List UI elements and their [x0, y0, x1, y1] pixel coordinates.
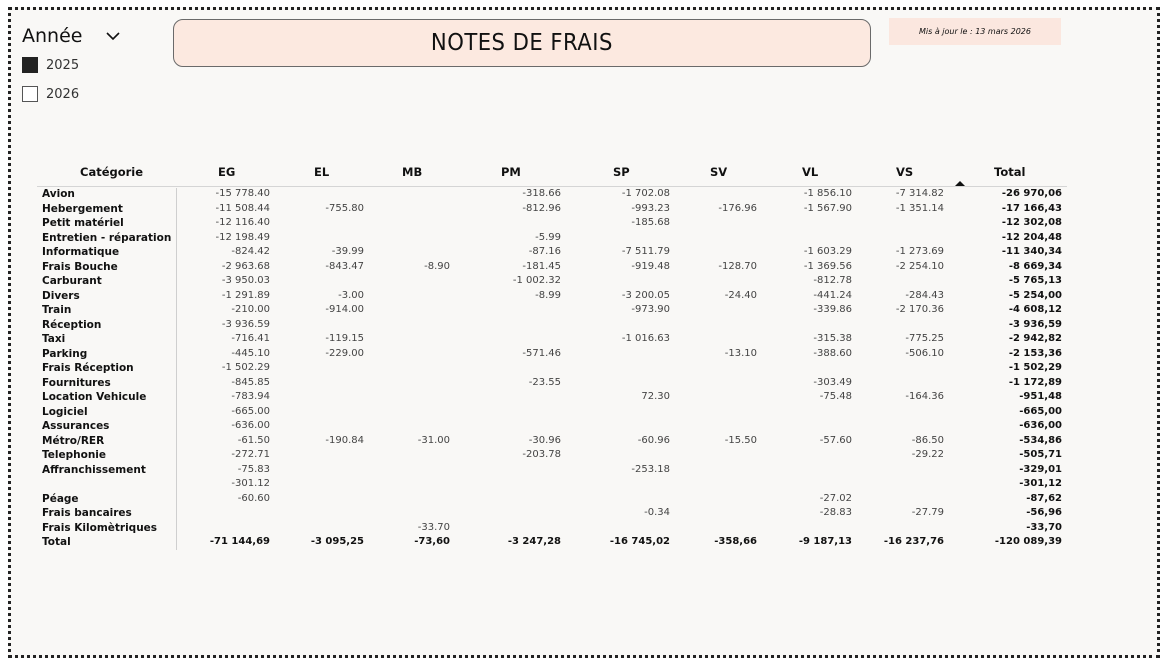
value-cell: -824.42 — [231, 246, 270, 257]
value-cell: -87.16 — [528, 246, 561, 257]
column-header-vs[interactable]: VS — [896, 165, 914, 179]
total-row[interactable] — [37, 535, 1067, 550]
row-category: Avion — [42, 188, 75, 200]
row-category: Telephonie — [42, 449, 107, 461]
value-cell: -75.83 — [237, 463, 270, 475]
value-cell: -176.96 — [718, 202, 757, 214]
row-total-cell: -17 166,43 — [1001, 202, 1062, 214]
row-total-cell: -329,01 — [1019, 463, 1062, 475]
value-cell: -1 502.29 — [221, 362, 270, 373]
row-category: Divers — [42, 289, 80, 302]
row-category: Entretien - réparation — [42, 231, 172, 244]
column-header-mb[interactable]: MB — [402, 165, 423, 179]
value-cell: -1 856.10 — [803, 188, 852, 199]
value-cell: -229.00 — [325, 347, 364, 359]
value-cell: -1 567.90 — [803, 202, 852, 214]
table-row[interactable] — [37, 448, 1067, 463]
value-cell: -303.49 — [813, 376, 852, 388]
row-total-cell: -1 502,29 — [1008, 362, 1062, 373]
value-cell: -23.55 — [528, 376, 561, 388]
value-cell: -203.78 — [522, 449, 561, 460]
value-cell: -973.90 — [631, 304, 670, 315]
value-cell: -190.84 — [325, 434, 364, 446]
row-category: Total — [42, 536, 71, 548]
row-category: Frais bancaires — [42, 507, 132, 519]
title-banner — [173, 19, 871, 67]
value-cell: -272.71 — [231, 449, 270, 460]
year-slicer[interactable] — [22, 24, 142, 103]
row-category: Logiciel — [42, 405, 88, 418]
row-category: Réception — [42, 318, 102, 331]
row-total-cell: -87,62 — [1026, 492, 1062, 504]
row-total-cell: -665,00 — [1019, 405, 1062, 417]
value-cell: -61.50 — [237, 434, 270, 446]
row-category: Taxi — [42, 333, 66, 345]
value-cell: -27.02 — [819, 492, 852, 504]
value-cell: -128.70 — [718, 260, 757, 272]
row-total-cell: -505,71 — [1019, 449, 1062, 460]
value-cell: -571.46 — [522, 347, 561, 359]
row-total-cell: -12 302,08 — [1001, 217, 1062, 228]
value-cell: -0.34 — [644, 507, 670, 518]
table-row[interactable] — [37, 434, 1067, 449]
update-note: Mis à jour le : 13 mars 2026 — [918, 27, 1031, 36]
value-cell: -60.60 — [237, 492, 270, 504]
value-cell: -86.50 — [911, 434, 944, 446]
table-row[interactable] — [37, 303, 1067, 318]
value-cell: -16 745,02 — [609, 536, 670, 547]
table-row[interactable] — [37, 202, 1067, 217]
table-row[interactable] — [37, 216, 1067, 231]
value-cell: -12 198.49 — [215, 231, 270, 243]
row-category: Hebergement — [42, 202, 123, 215]
value-cell: -1 273.69 — [895, 246, 944, 257]
row-total-cell: -1 172,89 — [1008, 376, 1062, 388]
value-cell: -185.68 — [631, 217, 670, 228]
value-cell: -2 254.10 — [895, 260, 944, 272]
value-cell: -7 314.82 — [895, 188, 944, 199]
table-row[interactable] — [37, 187, 1067, 202]
value-cell: -13.10 — [724, 347, 757, 359]
value-cell: -665.00 — [231, 405, 270, 417]
row-total-cell: -120 089,39 — [994, 536, 1062, 547]
value-cell: -27.79 — [911, 507, 944, 518]
row-category: Train — [42, 304, 72, 316]
value-cell: -15.50 — [724, 434, 757, 446]
slicer-item-2025[interactable] — [22, 56, 142, 74]
checkbox-2025[interactable] — [22, 57, 38, 73]
value-cell: -445.10 — [231, 347, 270, 359]
value-cell: -73,60 — [414, 536, 450, 547]
value-cell: -3 936.59 — [221, 318, 270, 330]
value-cell: -33.70 — [417, 521, 450, 533]
value-cell: -919.48 — [631, 260, 670, 272]
value-cell: -845.85 — [231, 376, 270, 388]
table-header — [37, 165, 1067, 187]
table-row[interactable] — [37, 521, 1067, 536]
slicer-title: Année — [22, 25, 83, 47]
value-cell: -2 963.68 — [221, 260, 270, 272]
table-row[interactable] — [37, 492, 1067, 507]
page-title: NOTES DE FRAIS — [431, 30, 613, 56]
value-cell: -506.10 — [905, 347, 944, 359]
value-cell: -8.99 — [535, 289, 561, 301]
column-header-el[interactable]: EL — [314, 165, 330, 179]
column-header-total[interactable]: Total — [994, 165, 1026, 179]
row-category: Parking — [42, 347, 88, 360]
checkbox-2026[interactable] — [22, 86, 38, 102]
value-cell: -1 351.14 — [895, 202, 944, 214]
value-cell: -993.23 — [631, 202, 670, 214]
slicer-item-2026[interactable] — [22, 85, 142, 103]
value-cell: -39.99 — [331, 246, 364, 257]
value-cell: -1 016.63 — [621, 333, 670, 344]
value-cell: -2 170.36 — [895, 304, 944, 315]
table-row[interactable] — [37, 318, 1067, 333]
value-cell: -755.80 — [325, 202, 364, 214]
table-row[interactable] — [37, 477, 1067, 492]
row-total-cell: -33,70 — [1026, 521, 1062, 533]
row-total-cell: -56,96 — [1026, 507, 1062, 518]
chevron-down-icon[interactable] — [104, 27, 122, 45]
row-total-cell: -26 970,06 — [1001, 188, 1062, 199]
row-category: Carburant — [42, 275, 102, 287]
value-cell: -119.15 — [325, 333, 364, 344]
column-header-sp[interactable]: SP — [613, 165, 630, 179]
value-cell: -1 002.32 — [512, 275, 561, 286]
row-total-cell: -11 340,34 — [1001, 246, 1062, 257]
value-cell: -843.47 — [325, 260, 364, 272]
value-cell: -812.96 — [522, 202, 561, 214]
table-row[interactable] — [37, 390, 1067, 405]
row-category: Péage — [42, 492, 79, 505]
value-cell: -716.41 — [231, 333, 270, 344]
slicer-header[interactable] — [22, 24, 142, 48]
table-row[interactable] — [37, 274, 1067, 289]
value-cell: -315.38 — [813, 333, 852, 344]
value-cell: -358,66 — [714, 536, 757, 547]
value-cell: -8.90 — [424, 260, 450, 272]
row-category: Location Vehicule — [42, 391, 147, 403]
value-cell: -1 603.29 — [803, 246, 852, 257]
row-total-cell: -5 254,00 — [1008, 289, 1062, 301]
value-cell: -60.96 — [637, 434, 670, 446]
table-row[interactable] — [37, 361, 1067, 376]
value-cell: -5.99 — [535, 231, 561, 243]
value-cell: -16 237,76 — [883, 536, 944, 547]
value-cell: -12 116.40 — [215, 217, 270, 228]
value-cell: -7 511.79 — [621, 246, 670, 257]
table-body — [37, 187, 1067, 550]
row-category: Fournitures — [42, 376, 111, 389]
value-cell: -441.24 — [813, 289, 852, 301]
row-category: Affranchissement — [42, 463, 146, 476]
value-cell: -9 187,13 — [798, 536, 852, 547]
value-cell: -3 200.05 — [621, 289, 670, 301]
row-category: Frais Kilomètriques — [42, 521, 158, 534]
value-cell: -28.83 — [819, 507, 852, 518]
value-cell: -783.94 — [231, 391, 270, 402]
value-cell: -253.18 — [631, 463, 670, 475]
column-header-pm[interactable]: PM — [501, 165, 521, 179]
value-cell: -57.60 — [819, 434, 852, 446]
value-cell: -812.78 — [813, 275, 852, 286]
row-total-cell: -2 942,82 — [1008, 333, 1062, 344]
value-cell: -71 144,69 — [209, 536, 270, 547]
row-total-cell: -3 936,59 — [1008, 318, 1062, 330]
value-cell: -3.00 — [338, 289, 364, 301]
row-total-cell: -951,48 — [1019, 391, 1062, 402]
row-total-cell: -5 765,13 — [1008, 275, 1062, 286]
row-category: Métro/RER — [42, 434, 105, 447]
table-row[interactable] — [37, 506, 1067, 521]
row-category: Frais Bouche — [42, 260, 118, 273]
row-total-cell: -636,00 — [1019, 420, 1062, 431]
row-category: Informatique — [42, 246, 120, 258]
table-row[interactable] — [37, 332, 1067, 347]
value-cell: -775.25 — [905, 333, 944, 344]
value-cell: -3 095,25 — [310, 536, 364, 547]
row-total-cell: -8 669,34 — [1008, 260, 1062, 272]
value-cell: -164.36 — [905, 391, 944, 402]
slicer-item-label: 2025 — [46, 57, 80, 73]
value-cell: -339.86 — [813, 304, 852, 315]
value-cell: -301.12 — [231, 478, 270, 489]
table-row[interactable] — [37, 405, 1067, 420]
table-row[interactable] — [37, 463, 1067, 478]
row-category: Assurances — [42, 420, 110, 432]
value-cell: -11 508.44 — [215, 202, 270, 214]
table-row[interactable] — [37, 376, 1067, 391]
value-cell: -636.00 — [231, 420, 270, 431]
update-note-box — [889, 18, 1061, 45]
table-row[interactable] — [37, 419, 1067, 434]
sort-ascending-icon[interactable] — [955, 181, 965, 186]
table-row[interactable] — [37, 260, 1067, 275]
value-cell: -210.00 — [231, 304, 270, 315]
value-cell: -1 702.08 — [621, 188, 670, 199]
value-cell: -1 369.56 — [803, 260, 852, 272]
value-cell: -284.43 — [905, 289, 944, 301]
value-cell: -388.60 — [813, 347, 852, 359]
table-row[interactable] — [37, 245, 1067, 260]
row-total-cell: -534,86 — [1019, 434, 1062, 446]
row-total-cell: -2 153,36 — [1008, 347, 1062, 359]
value-cell: -29.22 — [911, 449, 944, 460]
value-cell: -1 291.89 — [221, 289, 270, 301]
value-cell: -75.48 — [819, 391, 852, 402]
value-cell: -15 778.40 — [215, 188, 270, 199]
value-cell: -31.00 — [417, 434, 450, 446]
value-cell: -24.40 — [724, 289, 757, 301]
row-total-cell: -301,12 — [1019, 478, 1062, 489]
column-header-vl[interactable]: VL — [802, 165, 819, 179]
value-cell: -914.00 — [325, 304, 364, 315]
value-cell: -181.45 — [522, 260, 561, 272]
table-row[interactable] — [37, 347, 1067, 362]
slicer-item-label: 2026 — [46, 86, 80, 102]
row-category: Petit matériel — [42, 217, 124, 229]
value-cell: -3 247,28 — [507, 536, 561, 547]
value-cell: -30.96 — [528, 434, 561, 446]
value-cell: 72.30 — [641, 391, 670, 402]
table-row[interactable] — [37, 289, 1067, 304]
value-cell: -318.66 — [522, 188, 561, 199]
table-row[interactable] — [37, 231, 1067, 246]
value-cell: -3 950.03 — [221, 275, 270, 286]
row-total-cell: -4 608,12 — [1008, 304, 1062, 315]
column-header-eg[interactable]: EG — [218, 165, 236, 179]
column-header-cat-gorie[interactable]: Catégorie — [80, 165, 144, 179]
expense-matrix[interactable] — [37, 165, 1067, 550]
row-category: Frais Réception — [42, 362, 134, 374]
row-total-cell: -12 204,48 — [1001, 231, 1062, 243]
column-header-sv[interactable]: SV — [710, 165, 728, 179]
